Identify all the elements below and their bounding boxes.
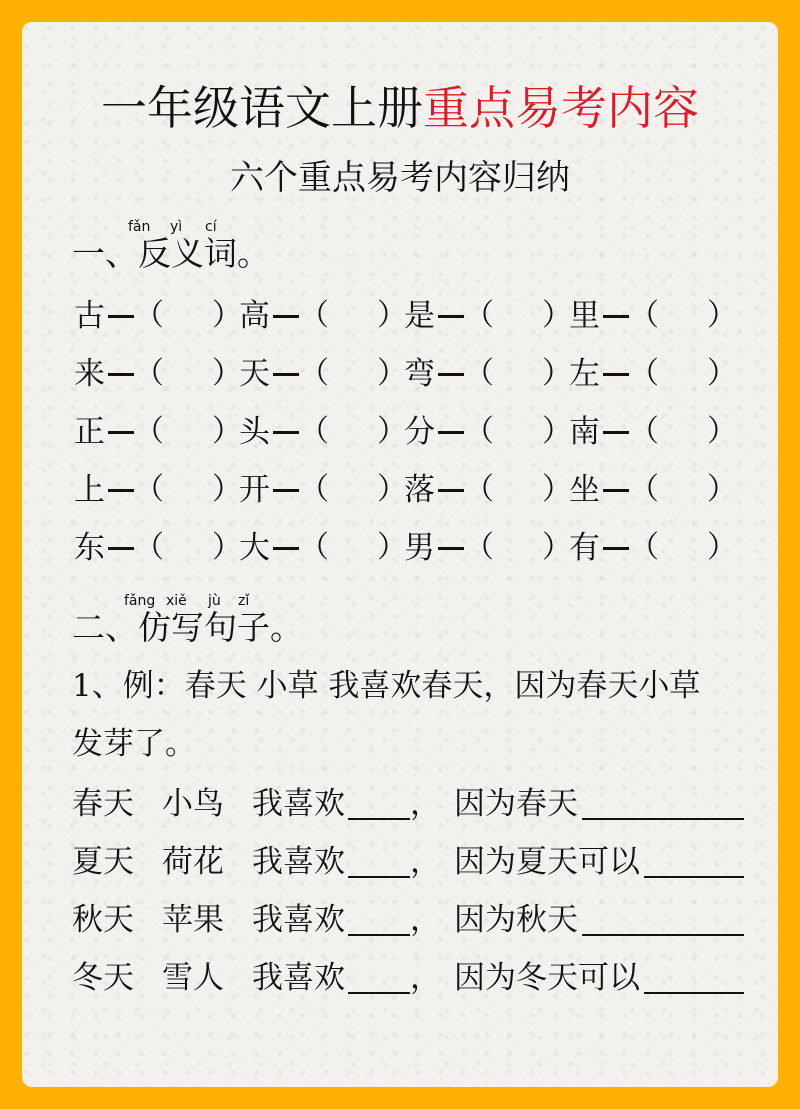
sentence-row: [72, 784, 752, 828]
antonym-item: [237, 412, 407, 452]
answer-blank-open: （: [629, 530, 659, 565]
antonym-word: 高: [239, 298, 270, 334]
antonym-word: 落: [404, 472, 435, 508]
answer-blank-close: ）: [377, 530, 407, 565]
antonym-item: [237, 296, 407, 336]
answer-blank-close: ）: [542, 356, 572, 391]
answer-blank-open: （: [464, 356, 494, 391]
sentence-row: [72, 958, 752, 1002]
because-text: 因为夏天可以: [454, 844, 640, 880]
antonym-word: 头: [239, 414, 270, 450]
answer-blank-close: ）: [707, 356, 737, 391]
antonym-dash: [438, 431, 464, 434]
answer-blank-close: ）: [212, 414, 242, 449]
pinyin-zi: zǐ: [238, 593, 250, 609]
antonym-dash: [438, 315, 464, 318]
pinyin-xie: xiě: [166, 593, 187, 609]
fill-blank-long: [582, 934, 744, 936]
antonym-row: [72, 412, 737, 452]
comma: ，: [410, 844, 441, 880]
answer-blank-close: ）: [212, 472, 242, 507]
antonym-item: [237, 528, 407, 568]
fill-blank-long: [644, 992, 744, 994]
example-sentence-line1: 1、例：春天 小草 我喜欢春天，因为春天小草: [72, 668, 701, 704]
antonym-word: 里: [569, 298, 600, 334]
antonym-word: 天: [239, 356, 270, 392]
answer-blank-close: ）: [542, 472, 572, 507]
pinyin-fan: fǎn: [128, 219, 151, 235]
answer-blank-open: （: [134, 356, 164, 391]
antonym-row: [72, 296, 737, 336]
answer-blank-open: （: [629, 414, 659, 449]
antonym-dash: [273, 547, 299, 550]
sentence-row: [72, 842, 752, 886]
antonym-word: 南: [569, 414, 600, 450]
answer-blank-open: （: [299, 298, 329, 333]
antonym-word: 开: [239, 472, 270, 508]
antonym-word: 男: [404, 530, 435, 566]
antonym-word: 是: [404, 298, 435, 334]
antonym-word: 古: [74, 298, 105, 334]
thing-word: 雪人: [162, 960, 224, 996]
sentence-row: [72, 900, 752, 944]
answer-blank-close: ）: [212, 298, 242, 333]
answer-blank-open: （: [299, 356, 329, 391]
antonym-item: [567, 412, 737, 452]
antonym-dash: [438, 373, 464, 376]
antonym-dash: [108, 489, 134, 492]
antonym-dash: [603, 547, 629, 550]
season-word: 夏天: [72, 844, 134, 880]
answer-blank-open: （: [134, 298, 164, 333]
pinyin-ci: cí: [205, 219, 217, 235]
season-word: 春天: [72, 786, 134, 822]
answer-blank-open: （: [299, 530, 329, 565]
antonym-word: 有: [569, 530, 600, 566]
antonym-item: [567, 296, 737, 336]
answer-blank-close: ）: [212, 356, 242, 391]
answer-blank-open: （: [629, 298, 659, 333]
answer-blank-open: （: [299, 472, 329, 507]
answer-blank-close: ）: [707, 472, 737, 507]
thing-word: 小鸟: [162, 786, 224, 822]
comma: ，: [410, 960, 441, 996]
answer-blank-close: ）: [707, 298, 737, 333]
antonym-item: [402, 528, 572, 568]
answer-blank-close: ）: [707, 414, 737, 449]
answer-blank-open: （: [299, 414, 329, 449]
title-accent: 重点易考内容: [423, 81, 699, 135]
answer-blank-close: ）: [542, 298, 572, 333]
fill-blank-short: [348, 934, 410, 936]
thing-word: 苹果: [162, 902, 224, 938]
fill-blank-long: [582, 818, 744, 820]
answer-blank-open: （: [134, 414, 164, 449]
antonym-dash: [273, 431, 299, 434]
antonym-word: 东: [74, 530, 105, 566]
answer-blank-close: ）: [542, 414, 572, 449]
antonym-item: [402, 354, 572, 394]
antonym-dash: [273, 315, 299, 318]
answer-blank-close: ）: [377, 472, 407, 507]
fill-blank-short: [348, 992, 410, 994]
because-text: 因为秋天: [454, 902, 578, 938]
page-title: [0, 80, 800, 136]
antonym-item: [237, 470, 407, 510]
antonym-item: [567, 528, 737, 568]
pinyin-ju: jù: [208, 593, 221, 609]
i-like-text: 我喜欢: [252, 902, 345, 938]
answer-blank-close: ）: [212, 530, 242, 565]
antonym-word: 分: [404, 414, 435, 450]
antonym-item: [72, 470, 242, 510]
answer-blank-open: （: [629, 356, 659, 391]
pinyin-yi: yì: [170, 219, 183, 235]
antonym-item: [567, 354, 737, 394]
antonym-dash: [438, 489, 464, 492]
comma: ，: [410, 786, 441, 822]
antonym-item: [72, 528, 242, 568]
antonym-item: [72, 296, 242, 336]
because-text: 因为冬天可以: [454, 960, 640, 996]
because-text: 因为春天: [454, 786, 578, 822]
antonym-word: 正: [74, 414, 105, 450]
page-subtitle: 六个重点易考内容归纳: [230, 158, 570, 198]
antonym-word: 上: [74, 472, 105, 508]
fill-blank-short: [348, 818, 410, 820]
antonym-word: 坐: [569, 472, 600, 508]
pinyin-fang: fǎng: [124, 593, 156, 609]
answer-blank-close: ）: [377, 356, 407, 391]
season-word: 秋天: [72, 902, 134, 938]
antonym-dash: [438, 547, 464, 550]
antonym-dash: [603, 315, 629, 318]
answer-blank-open: （: [134, 472, 164, 507]
antonym-dash: [273, 489, 299, 492]
i-like-text: 我喜欢: [252, 786, 345, 822]
answer-blank-close: ）: [707, 530, 737, 565]
answer-blank-open: （: [464, 414, 494, 449]
answer-blank-open: （: [134, 530, 164, 565]
i-like-text: 我喜欢: [252, 844, 345, 880]
antonym-item: [402, 412, 572, 452]
antonym-item: [567, 470, 737, 510]
answer-blank-close: ）: [377, 414, 407, 449]
antonym-item: [237, 354, 407, 394]
antonym-item: [72, 354, 242, 394]
antonym-word: 大: [239, 530, 270, 566]
antonym-dash: [603, 373, 629, 376]
antonym-dash: [108, 547, 134, 550]
fill-blank-long: [644, 876, 744, 878]
example-sentence-line2: 发芽了。: [72, 726, 196, 762]
antonym-dash: [108, 431, 134, 434]
antonym-word: 弯: [404, 356, 435, 392]
antonym-dash: [108, 373, 134, 376]
thing-word: 荷花: [162, 844, 224, 880]
antonym-item: [402, 470, 572, 510]
answer-blank-open: （: [464, 530, 494, 565]
antonym-item: [402, 296, 572, 336]
antonym-dash: [603, 489, 629, 492]
answer-blank-open: （: [629, 472, 659, 507]
antonym-dash: [603, 431, 629, 434]
title-main: 一年级语文上册: [101, 81, 423, 135]
antonym-word: 来: [74, 356, 105, 392]
answer-blank-open: （: [464, 298, 494, 333]
answer-blank-close: ）: [377, 298, 407, 333]
antonym-row: [72, 528, 737, 568]
comma: ，: [410, 902, 441, 938]
antonym-dash: [273, 373, 299, 376]
antonym-row: [72, 354, 737, 394]
section-heading-antonyms: 一、反义词。: [72, 234, 270, 273]
antonym-dash: [108, 315, 134, 318]
i-like-text: 我喜欢: [252, 960, 345, 996]
answer-blank-close: ）: [542, 530, 572, 565]
antonym-item: [72, 412, 242, 452]
section-heading-sentences: 二、仿写句子。: [72, 608, 303, 647]
answer-blank-open: （: [464, 472, 494, 507]
fill-blank-short: [348, 876, 410, 878]
season-word: 冬天: [72, 960, 134, 996]
antonym-row: [72, 470, 737, 510]
antonym-word: 左: [569, 356, 600, 392]
